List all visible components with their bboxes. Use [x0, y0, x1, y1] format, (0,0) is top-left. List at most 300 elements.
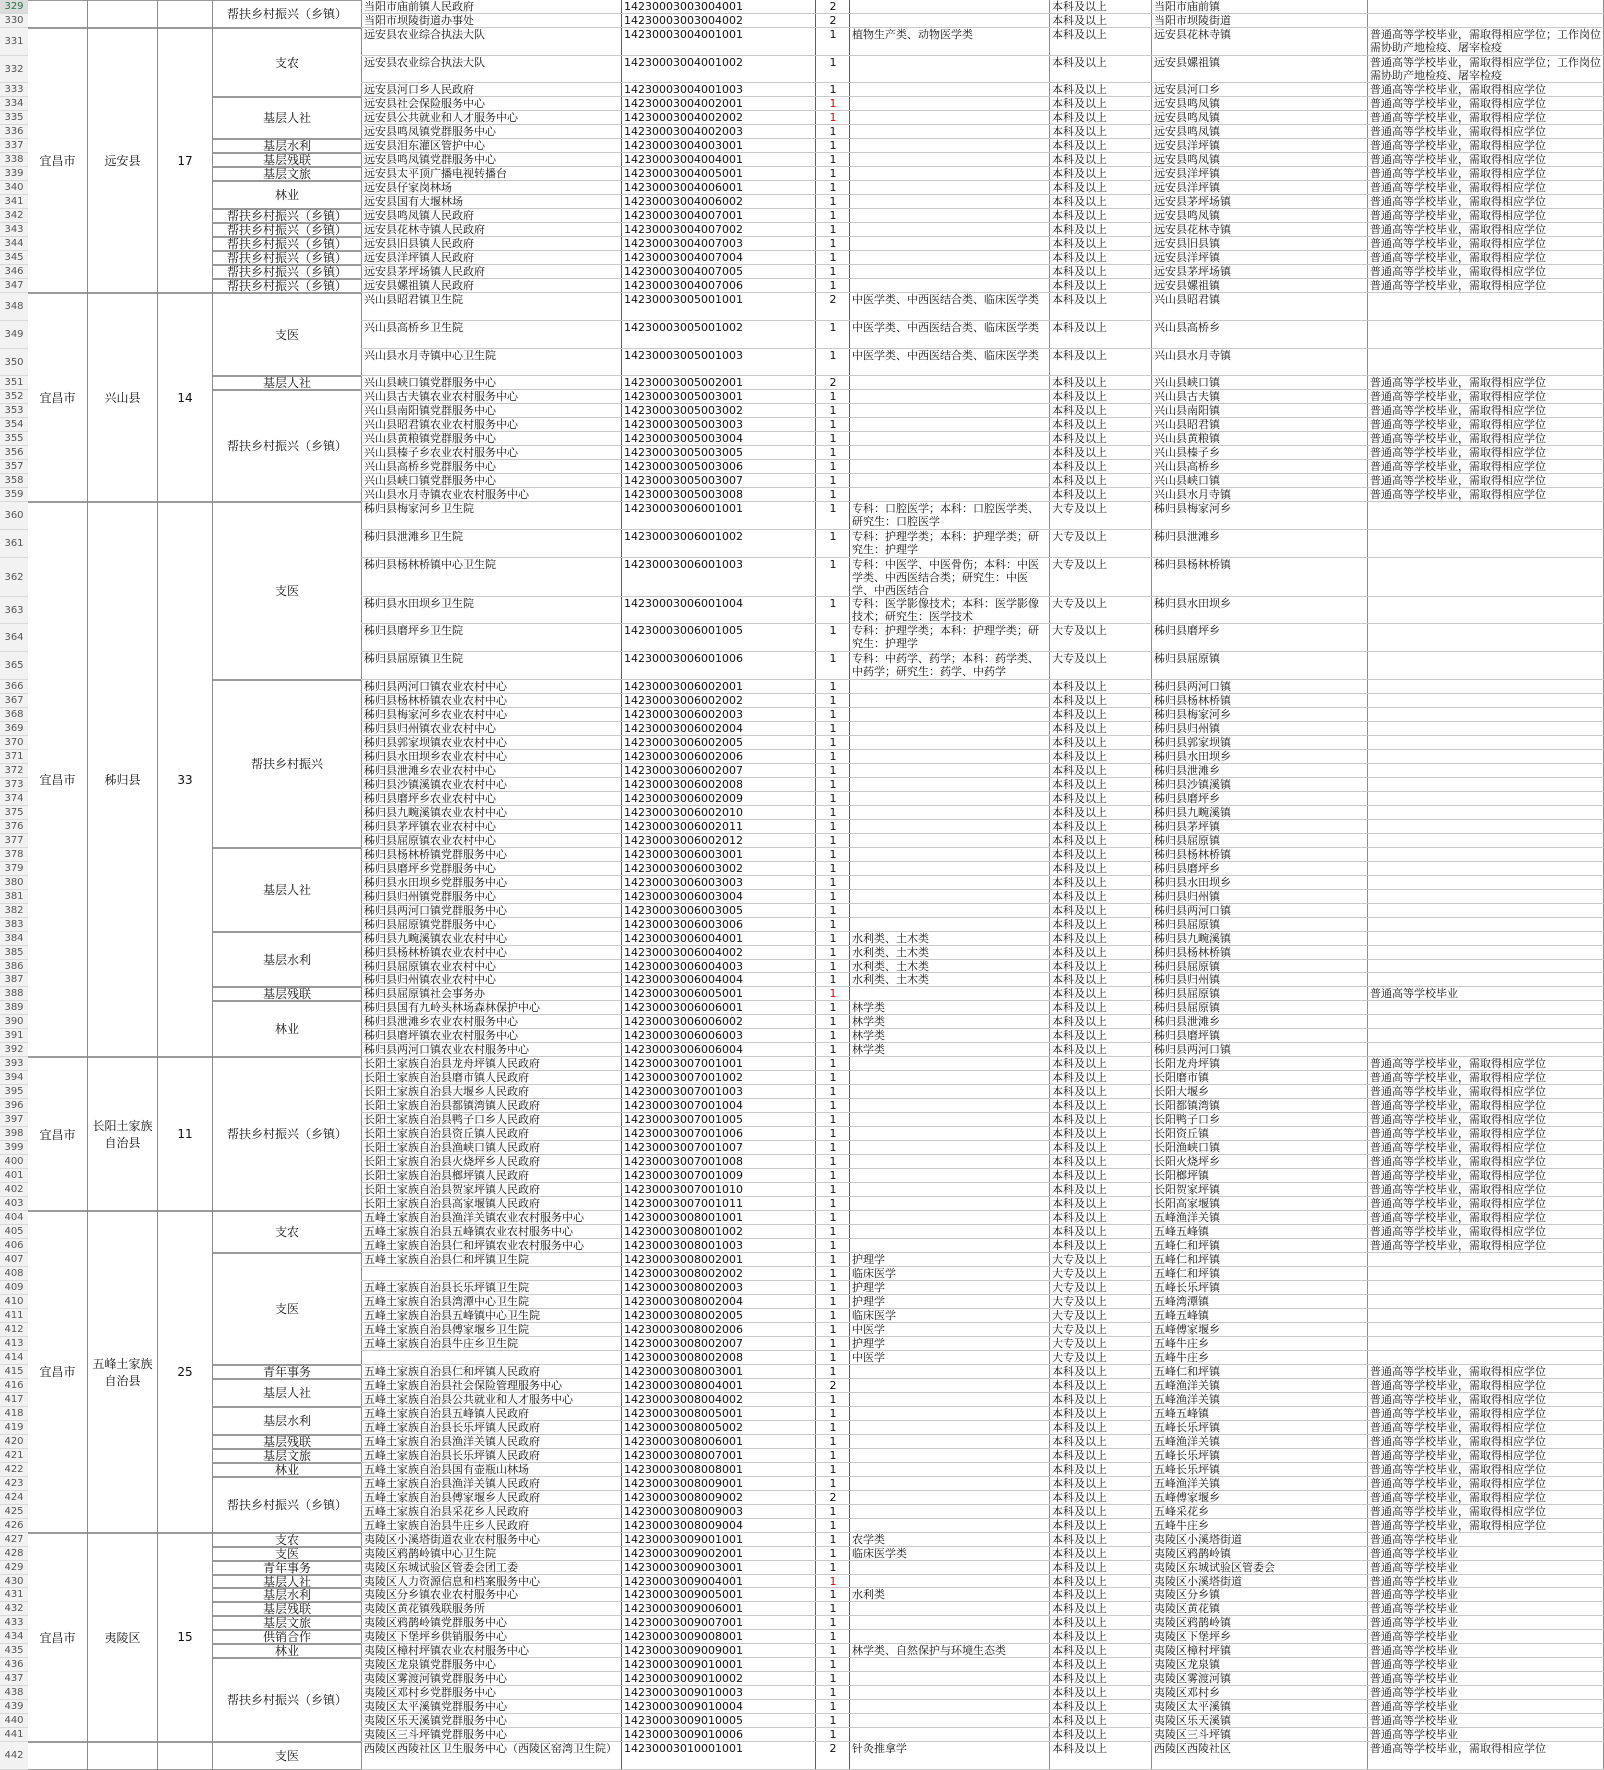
major-cell[interactable] [852, 834, 1048, 848]
major-cell[interactable] [852, 376, 1048, 390]
note-cell[interactable]: 普通高等学校毕业 [1370, 1630, 1458, 1644]
location-cell[interactable]: 远安县洋坪镇 [1154, 139, 1220, 153]
education-cell[interactable]: 本科及以上 [1052, 432, 1107, 446]
count-cell[interactable]: 1 [829, 195, 837, 209]
dept-cell[interactable]: 远安县公共就业和人才服务中心 [364, 111, 518, 125]
row-header[interactable]: 426 [0, 1519, 28, 1533]
major-cell[interactable] [852, 1435, 1048, 1449]
dept-cell[interactable]: 五峰土家族自治县社会保险管理服务中心 [364, 1378, 562, 1392]
major-cell[interactable]: 中医学 [852, 1322, 885, 1336]
major-cell[interactable] [852, 1700, 1048, 1714]
row-header[interactable]: 384 [0, 932, 28, 946]
count-cell[interactable]: 1 [829, 693, 837, 707]
row-header[interactable]: 395 [0, 1085, 28, 1099]
code-cell[interactable]: 14230003006002011 [624, 819, 743, 833]
count-cell[interactable]: 1 [829, 1169, 837, 1183]
major-cell[interactable] [852, 1505, 1048, 1519]
note-cell[interactable]: 普通高等学校毕业，需取得相应学位 [1370, 111, 1546, 125]
code-cell[interactable]: 14230003006004001 [624, 931, 743, 945]
note-cell[interactable] [1370, 349, 1602, 377]
count-cell[interactable]: 1 [829, 1322, 837, 1336]
row-header[interactable]: 375 [0, 806, 28, 820]
code-cell[interactable]: 14230003009010001 [624, 1658, 743, 1672]
note-cell[interactable]: 普通高等学校毕业，需取得相应学位 [1370, 418, 1546, 432]
location-cell[interactable]: 五峰湾潭镇 [1154, 1294, 1209, 1308]
location-cell[interactable]: 当阳市坝陵街道 [1154, 13, 1231, 27]
category-cell[interactable]: 帮扶乡村振兴（乡镇） [213, 1658, 361, 1742]
count-cell[interactable]: 1 [829, 987, 837, 1001]
category-cell[interactable]: 帮扶乡村振兴（乡镇） [213, 223, 361, 237]
education-cell[interactable]: 本科及以上 [1052, 111, 1107, 125]
city-cell[interactable]: 宜昌市 [28, 1057, 87, 1211]
dept-cell[interactable]: 秭归县水田坝乡农业农村中心 [364, 749, 507, 763]
code-cell[interactable]: 14230003009003001 [624, 1560, 743, 1574]
note-cell[interactable]: 普通高等学校毕业 [1370, 1560, 1458, 1574]
row-header[interactable]: 383 [0, 918, 28, 932]
education-cell[interactable]: 大专及以上 [1052, 502, 1107, 516]
category-cell[interactable]: 林业 [213, 181, 361, 209]
count-cell[interactable]: 1 [829, 1155, 837, 1169]
row-header[interactable]: 431 [0, 1588, 28, 1602]
note-cell[interactable]: 普通高等学校毕业，需取得相应学位 [1370, 139, 1546, 153]
location-cell[interactable]: 秭归县梅家河乡 [1154, 502, 1231, 516]
note-cell[interactable] [1370, 1029, 1602, 1043]
dept-cell[interactable]: 秭归县水田坝乡卫生院 [364, 596, 474, 610]
count-cell[interactable]: 1 [829, 1294, 837, 1308]
count-cell[interactable]: 1 [829, 1658, 837, 1672]
dept-cell[interactable]: 当阳市坝陵街道办事处 [364, 13, 474, 27]
major-cell[interactable]: 专科：中医学、中医骨伤；本科：中医学类、中西医结合类；研究生：中医学、中西医结合 [852, 557, 1039, 597]
dept-cell[interactable]: 夷陵区乐天溪镇党群服务中心 [364, 1714, 507, 1728]
count-cell[interactable]: 1 [829, 125, 837, 139]
note-cell[interactable] [1370, 820, 1602, 834]
city-cell[interactable]: 宜昌市 [28, 502, 87, 1057]
note-cell[interactable] [1370, 890, 1602, 904]
note-cell[interactable]: 普通高等学校毕业 [1370, 1602, 1458, 1616]
code-cell[interactable]: 14230003008005001 [624, 1406, 743, 1420]
row-header[interactable]: 349 [0, 321, 28, 349]
note-cell[interactable]: 普通高等学校毕业，需取得相应学位 [1370, 1169, 1546, 1183]
major-cell[interactable]: 中医学类、中西医结合类、临床医学类 [852, 293, 1039, 307]
code-cell[interactable]: 14230003007001005 [624, 1113, 743, 1127]
education-cell[interactable]: 本科及以上 [1052, 139, 1107, 153]
major-cell[interactable] [852, 1575, 1048, 1589]
location-cell[interactable]: 秭归县沙镇溪镇 [1154, 777, 1231, 791]
education-cell[interactable]: 本科及以上 [1052, 945, 1107, 959]
code-cell[interactable]: 14230003007001010 [624, 1183, 743, 1197]
row-header[interactable]: 388 [0, 987, 28, 1001]
note-cell[interactable]: 普通高等学校毕业，需取得相应学位 [1370, 1085, 1546, 1099]
category-cell[interactable]: 基层文旅 [213, 1449, 361, 1463]
row-header[interactable]: 342 [0, 209, 28, 223]
note-cell[interactable]: 普通高等学校毕业，需取得相应学位 [1370, 1434, 1546, 1448]
code-cell[interactable]: 14230003009005001 [624, 1588, 743, 1602]
major-cell[interactable] [852, 125, 1048, 139]
location-cell[interactable]: 秭归县两河口镇 [1154, 679, 1231, 693]
category-cell[interactable]: 帮扶乡村振兴（乡镇） [213, 1057, 361, 1211]
location-cell[interactable]: 长阳大堰乡 [1154, 1085, 1209, 1099]
education-cell[interactable]: 本科及以上 [1052, 209, 1107, 223]
code-cell[interactable]: 14230003006003005 [624, 903, 743, 917]
row-header[interactable]: 436 [0, 1658, 28, 1672]
count-cell[interactable]: 1 [829, 488, 837, 502]
major-cell[interactable] [852, 251, 1048, 265]
location-cell[interactable]: 远安县鸣凤镇 [1154, 209, 1220, 223]
major-cell[interactable] [852, 1169, 1048, 1183]
education-cell[interactable]: 本科及以上 [1052, 1462, 1107, 1476]
row-header[interactable]: 442 [0, 1742, 28, 1770]
category-cell[interactable]: 帮扶乡村振兴（乡镇） [213, 251, 361, 265]
category-cell[interactable]: 支医 [213, 1253, 361, 1365]
education-cell[interactable]: 本科及以上 [1052, 1448, 1107, 1462]
category-cell[interactable]: 基层文旅 [213, 167, 361, 181]
row-header[interactable]: 387 [0, 973, 28, 987]
dept-cell[interactable]: 长阳土家族自治县鸭子口乡人民政府 [364, 1113, 540, 1127]
row-header[interactable]: 344 [0, 237, 28, 251]
education-cell[interactable]: 本科及以上 [1052, 1672, 1107, 1686]
major-cell[interactable] [852, 1099, 1048, 1113]
code-cell[interactable]: 14230003004001001 [624, 27, 743, 41]
dept-cell[interactable]: 长阳土家族自治县榔坪镇人民政府 [364, 1169, 529, 1183]
major-cell[interactable] [852, 694, 1048, 708]
major-cell[interactable]: 水利类、土木类 [852, 959, 929, 973]
category-cell[interactable]: 林业 [213, 1463, 361, 1477]
code-cell[interactable]: 14230003004007004 [624, 251, 743, 265]
major-cell[interactable] [852, 1211, 1048, 1225]
count-cell[interactable]: 2 [829, 1378, 837, 1392]
major-cell[interactable]: 水利类、土木类 [852, 945, 929, 959]
education-cell[interactable]: 大专及以上 [1052, 1280, 1107, 1294]
note-cell[interactable]: 普通高等学校毕业，需取得相应学位 [1370, 446, 1546, 460]
category-cell[interactable]: 支医 [213, 293, 361, 376]
location-cell[interactable]: 秭归县两河口镇 [1154, 1043, 1231, 1057]
category-cell[interactable]: 帮扶乡村振兴（乡镇） [213, 390, 361, 502]
row-header[interactable]: 337 [0, 139, 28, 153]
count-cell[interactable]: 1 [829, 460, 837, 474]
education-cell[interactable]: 大专及以上 [1052, 596, 1107, 610]
row-header[interactable]: 356 [0, 446, 28, 460]
dept-cell[interactable]: 兴山县峡口镇党群服务中心 [364, 376, 496, 390]
code-cell[interactable]: 14230003006004003 [624, 959, 743, 973]
education-cell[interactable]: 本科及以上 [1052, 1602, 1107, 1616]
dept-cell[interactable]: 秭归县磨坪乡农业农村中心 [364, 791, 496, 805]
row-header[interactable]: 427 [0, 1533, 28, 1547]
dept-cell[interactable]: 兴山县高桥乡党群服务中心 [364, 460, 496, 474]
code-cell[interactable]: 14230003004001003 [624, 83, 743, 97]
code-cell[interactable]: 14230003005003005 [624, 446, 743, 460]
note-cell[interactable]: 普通高等学校毕业，需取得相应学位 [1370, 237, 1546, 251]
note-cell[interactable] [1370, 1295, 1602, 1309]
dept-cell[interactable]: 夷陵区小溪塔街道农业农村服务中心 [364, 1532, 540, 1546]
major-cell[interactable] [852, 209, 1048, 223]
note-cell[interactable]: 普通高等学校毕业 [1370, 1672, 1458, 1686]
dept-cell[interactable]: 五峰土家族自治县仁和坪镇卫生院 [364, 1253, 529, 1267]
location-cell[interactable]: 五峰长乐坪镇 [1154, 1462, 1220, 1476]
note-cell[interactable]: 普通高等学校毕业 [1370, 1616, 1458, 1630]
code-cell[interactable]: 14230003009007001 [624, 1616, 743, 1630]
dept-cell[interactable]: 当阳市庙前镇人民政府 [364, 0, 474, 13]
row-header[interactable]: 376 [0, 820, 28, 834]
dept-cell[interactable]: 夷陵区人力资源信息和档案服务中心 [364, 1574, 540, 1588]
dept-cell[interactable]: 秭归县两河口镇农业农村服务中心 [364, 1043, 529, 1057]
count-cell[interactable]: 1 [829, 763, 837, 777]
category-cell[interactable]: 支医 [213, 1742, 361, 1770]
category-cell[interactable]: 基层水利 [213, 139, 361, 153]
location-cell[interactable]: 五峰五峰镇 [1154, 1308, 1209, 1322]
education-cell[interactable]: 本科及以上 [1052, 1616, 1107, 1630]
dept-cell[interactable]: 秭归县泄滩乡农业农村服务中心 [364, 1015, 518, 1029]
dept-cell[interactable]: 秭归县茅坪镇农业农村中心 [364, 819, 496, 833]
code-cell[interactable]: 14230003008002004 [624, 1294, 743, 1308]
dept-cell[interactable]: 夷陵区黄花镇残联服务所 [364, 1602, 485, 1616]
major-cell[interactable]: 中医学 [852, 1350, 885, 1364]
row-header[interactable]: 371 [0, 750, 28, 764]
code-cell[interactable]: 14230003009010006 [624, 1728, 743, 1742]
location-cell[interactable]: 夷陵区下堡坪乡 [1154, 1630, 1231, 1644]
location-cell[interactable]: 五峰长乐坪镇 [1154, 1280, 1220, 1294]
note-cell[interactable]: 普通高等学校毕业，需取得相应学位 [1370, 390, 1546, 404]
location-cell[interactable]: 兴山县榛子乡 [1154, 446, 1220, 460]
major-cell[interactable]: 林学类、自然保护与环境生态类 [852, 1644, 1006, 1658]
category-cell[interactable]: 基层水利 [213, 1588, 361, 1602]
count-cell[interactable]: 1 [829, 265, 837, 279]
dept-cell[interactable]: 远安县社会保险服务中心 [364, 97, 485, 111]
note-cell[interactable] [1370, 792, 1602, 806]
location-cell[interactable]: 长阳龙舟坪镇 [1154, 1057, 1220, 1071]
county-cell[interactable]: 夷陵区 [88, 1533, 157, 1743]
education-cell[interactable]: 本科及以上 [1052, 1686, 1107, 1700]
education-cell[interactable]: 本科及以上 [1052, 763, 1107, 777]
major-cell[interactable] [852, 904, 1048, 918]
row-header[interactable]: 329 [0, 0, 28, 14]
location-cell[interactable]: 夷陵区小溪塔街道 [1154, 1532, 1242, 1546]
category-cell[interactable]: 基层残联 [213, 153, 361, 167]
note-cell[interactable]: 普通高等学校毕业，需取得相应学位 [1370, 1099, 1546, 1113]
code-cell[interactable]: 14230003006002001 [624, 679, 743, 693]
category-cell[interactable]: 支医 [213, 502, 361, 680]
count-cell[interactable]: 1 [829, 1532, 837, 1546]
major-cell[interactable] [852, 167, 1048, 181]
education-cell[interactable]: 本科及以上 [1052, 446, 1107, 460]
location-cell[interactable]: 远安县嫘祖镇 [1154, 279, 1220, 293]
location-cell[interactable]: 远安县鸣凤镇 [1154, 125, 1220, 139]
major-cell[interactable]: 护理学 [852, 1280, 885, 1294]
major-cell[interactable] [852, 1672, 1048, 1686]
row-header[interactable]: 394 [0, 1071, 28, 1085]
dept-cell[interactable]: 兴山县峡口镇党群服务中心 [364, 474, 496, 488]
note-cell[interactable] [1370, 530, 1602, 558]
major-cell[interactable] [852, 876, 1048, 890]
dept-cell[interactable]: 远安县泪东灌区管护中心 [364, 139, 485, 153]
major-cell[interactable] [852, 418, 1048, 432]
count-cell[interactable]: 1 [829, 931, 837, 945]
row-header[interactable]: 370 [0, 736, 28, 750]
count-cell[interactable]: 1 [829, 55, 837, 69]
count-cell[interactable]: 1 [829, 404, 837, 418]
code-cell[interactable]: 14230003005001001 [624, 293, 743, 307]
code-cell[interactable]: 14230003007001007 [624, 1141, 743, 1155]
location-cell[interactable]: 夷陵区龙泉镇 [1154, 1658, 1220, 1672]
code-cell[interactable]: 14230003007001009 [624, 1169, 743, 1183]
code-cell[interactable]: 14230003006002012 [624, 833, 743, 847]
row-header[interactable]: 386 [0, 960, 28, 974]
major-cell[interactable] [852, 181, 1048, 195]
major-cell[interactable] [852, 1407, 1048, 1421]
row-header[interactable]: 430 [0, 1575, 28, 1589]
dept-cell[interactable]: 兴山县榛子乡农业农村服务中心 [364, 446, 518, 460]
row-header[interactable]: 345 [0, 251, 28, 265]
education-cell[interactable]: 本科及以上 [1052, 1574, 1107, 1588]
code-cell[interactable]: 14230003004007002 [624, 223, 743, 237]
total-cell[interactable]: 15 [158, 1533, 212, 1743]
location-cell[interactable]: 五峰五峰镇 [1154, 1406, 1209, 1420]
location-cell[interactable]: 远安县嫘祖镇 [1154, 55, 1220, 69]
major-cell[interactable] [852, 446, 1048, 460]
dept-cell[interactable]: 五峰土家族自治县五峰镇中心卫生院 [364, 1308, 540, 1322]
major-cell[interactable] [852, 1113, 1048, 1127]
education-cell[interactable]: 本科及以上 [1052, 265, 1107, 279]
dept-cell[interactable]: 秭归县梅家河乡农业农村中心 [364, 707, 507, 721]
major-cell[interactable] [852, 1239, 1048, 1253]
note-cell[interactable]: 普通高等学校毕业，需取得相应学位 [1370, 474, 1546, 488]
major-cell[interactable]: 临床医学类 [852, 1546, 907, 1560]
county-cell[interactable] [88, 0, 157, 28]
major-cell[interactable] [852, 153, 1048, 167]
row-header[interactable]: 352 [0, 390, 28, 404]
row-header[interactable]: 381 [0, 890, 28, 904]
location-cell[interactable]: 远安县鸣凤镇 [1154, 111, 1220, 125]
location-cell[interactable]: 夷陵区分乡镇 [1154, 1588, 1220, 1602]
education-cell[interactable]: 本科及以上 [1052, 153, 1107, 167]
dept-cell[interactable]: 长阳土家族自治县龙舟坪镇人民政府 [364, 1057, 540, 1071]
note-cell[interactable]: 普通高等学校毕业，需取得相应学位；工作岗位需协助产地检疫、屠宰检疫 [1370, 27, 1601, 54]
dept-cell[interactable]: 夷陵区鸦鹊岭镇党群服务中心 [364, 1616, 507, 1630]
location-cell[interactable]: 秭归县磨坪乡 [1154, 861, 1220, 875]
code-cell[interactable]: 14230003007001008 [624, 1155, 743, 1169]
category-cell[interactable]: 支农 [213, 1211, 361, 1253]
city-cell[interactable] [28, 1742, 87, 1770]
education-cell[interactable]: 本科及以上 [1052, 237, 1107, 251]
dept-cell[interactable]: 秭归县磨坪乡党群服务中心 [364, 861, 496, 875]
count-cell[interactable]: 1 [829, 557, 837, 571]
major-cell[interactable] [852, 1561, 1048, 1575]
count-cell[interactable]: 1 [829, 1001, 837, 1015]
count-cell[interactable]: 1 [829, 223, 837, 237]
major-cell[interactable] [852, 1071, 1048, 1085]
dept-cell[interactable]: 长阳土家族自治县磨市镇人民政府 [364, 1071, 529, 1085]
county-cell[interactable] [88, 1742, 157, 1770]
major-cell[interactable] [852, 111, 1048, 125]
note-cell[interactable]: 普通高等学校毕业，需取得相应学位 [1370, 1448, 1546, 1462]
row-header[interactable]: 400 [0, 1155, 28, 1169]
dept-cell[interactable]: 秭归县水田坝乡党群服务中心 [364, 875, 507, 889]
city-cell[interactable]: 宜昌市 [28, 1211, 87, 1532]
education-cell[interactable]: 本科及以上 [1052, 195, 1107, 209]
major-cell[interactable] [852, 1491, 1048, 1505]
location-cell[interactable]: 秭归县归州镇 [1154, 721, 1220, 735]
education-cell[interactable]: 本科及以上 [1052, 1644, 1107, 1658]
major-cell[interactable] [852, 708, 1048, 722]
dept-cell[interactable]: 秭归县磨坪乡卫生院 [364, 624, 463, 638]
education-cell[interactable]: 本科及以上 [1052, 167, 1107, 181]
education-cell[interactable]: 本科及以上 [1052, 735, 1107, 749]
education-cell[interactable]: 本科及以上 [1052, 418, 1107, 432]
code-cell[interactable]: 14230003008009003 [624, 1504, 743, 1518]
note-cell[interactable]: 普通高等学校毕业，需取得相应学位 [1370, 1392, 1546, 1406]
category-cell[interactable]: 基层人社 [213, 97, 361, 139]
count-cell[interactable]: 1 [829, 1183, 837, 1197]
major-cell[interactable]: 专科：口腔医学；本科：口腔医学类、研究生：口腔医学 [852, 502, 1039, 529]
count-cell[interactable]: 1 [829, 1420, 837, 1434]
note-cell[interactable] [1370, 834, 1602, 848]
row-header[interactable]: 421 [0, 1449, 28, 1463]
location-cell[interactable]: 远安县花林寺镇 [1154, 223, 1231, 237]
location-cell[interactable]: 秭归县磨坪乡 [1154, 791, 1220, 805]
education-cell[interactable]: 本科及以上 [1052, 1546, 1107, 1560]
code-cell[interactable]: 14230003007001004 [624, 1099, 743, 1113]
education-cell[interactable]: 本科及以上 [1052, 348, 1107, 362]
dept-cell[interactable]: 五峰土家族自治县长乐坪镇卫生院 [364, 1280, 529, 1294]
code-cell[interactable]: 14230003006003004 [624, 889, 743, 903]
dept-cell[interactable]: 五峰土家族自治县公共就业和人才服务中心 [364, 1392, 573, 1406]
major-cell[interactable] [852, 1155, 1048, 1169]
code-cell[interactable]: 14230003008004002 [624, 1392, 743, 1406]
dept-cell[interactable]: 长阳土家族自治县大堰乡人民政府 [364, 1085, 529, 1099]
note-cell[interactable]: 普通高等学校毕业，需取得相应学位 [1370, 97, 1546, 111]
note-cell[interactable]: 普通高等学校毕业 [1370, 1700, 1458, 1714]
location-cell[interactable]: 长阳高家堰镇 [1154, 1197, 1220, 1211]
count-cell[interactable]: 1 [829, 833, 837, 847]
education-cell[interactable]: 本科及以上 [1052, 1392, 1107, 1406]
row-header[interactable]: 372 [0, 764, 28, 778]
major-cell[interactable]: 林学类 [852, 1029, 885, 1043]
note-cell[interactable] [1370, 597, 1602, 625]
note-cell[interactable] [1370, 0, 1602, 14]
code-cell[interactable]: 14230003009001001 [624, 1532, 743, 1546]
code-cell[interactable]: 14230003006002006 [624, 749, 743, 763]
row-header[interactable]: 353 [0, 404, 28, 418]
location-cell[interactable]: 夷陵区太平溪镇 [1154, 1700, 1231, 1714]
major-cell[interactable]: 中医学类、中西医结合类、临床医学类 [852, 348, 1039, 362]
education-cell[interactable]: 本科及以上 [1052, 889, 1107, 903]
category-cell[interactable]: 供销合作 [213, 1630, 361, 1644]
major-cell[interactable]: 专科：护理学类；本科：护理学类；研究生：护理学 [852, 529, 1039, 556]
note-cell[interactable]: 普通高等学校毕业，需取得相应学位 [1370, 376, 1546, 390]
dept-cell[interactable]: 远安县仔家岗林场 [364, 181, 452, 195]
count-cell[interactable]: 1 [829, 1406, 837, 1420]
education-cell[interactable]: 本科及以上 [1052, 805, 1107, 819]
total-cell[interactable] [158, 1742, 212, 1770]
code-cell[interactable]: 14230003008007001 [624, 1448, 743, 1462]
row-header[interactable]: 373 [0, 778, 28, 792]
dept-cell[interactable]: 夷陵区分乡镇农业农村服务中心 [364, 1588, 518, 1602]
dept-cell[interactable]: 长阳土家族自治县渔峡口镇人民政府 [364, 1141, 540, 1155]
location-cell[interactable]: 长阳都镇湾镇 [1154, 1099, 1220, 1113]
code-cell[interactable]: 14230003006002002 [624, 693, 743, 707]
dept-cell[interactable]: 五峰土家族自治县国有壶瓶山林场 [364, 1462, 529, 1476]
dept-cell[interactable]: 五峰土家族自治县渔洋关镇人民政府 [364, 1434, 540, 1448]
code-cell[interactable]: 14230003003004001 [624, 0, 743, 13]
location-cell[interactable]: 五峰仁和坪镇 [1154, 1239, 1220, 1253]
major-cell[interactable] [852, 918, 1048, 932]
dept-cell[interactable]: 秭归县杨林桥镇农业农村中心 [364, 945, 507, 959]
note-cell[interactable] [1370, 764, 1602, 778]
category-cell[interactable]: 帮扶乡村振兴（乡镇） [213, 265, 361, 279]
dept-cell[interactable]: 远安县农业综合执法大队 [364, 27, 485, 41]
location-cell[interactable]: 夷陵区三斗坪镇 [1154, 1728, 1231, 1742]
code-cell[interactable]: 14230003005003007 [624, 474, 743, 488]
row-header[interactable]: 340 [0, 181, 28, 195]
